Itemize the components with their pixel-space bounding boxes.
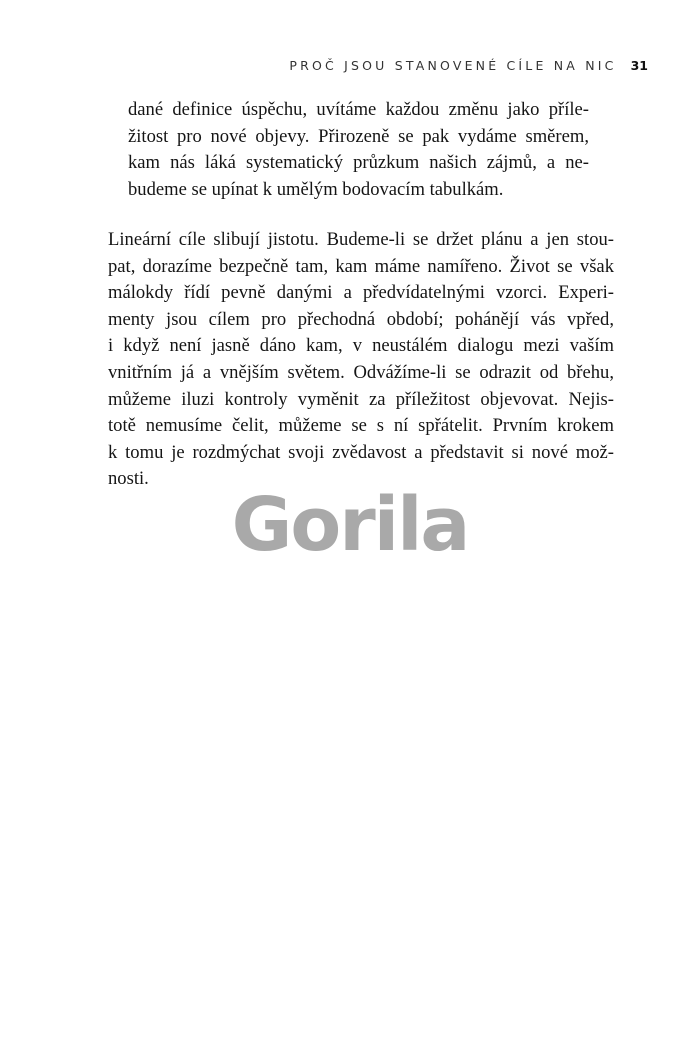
text-line: málokdy řídí pevně danými a předvídatelnými vzorci. Experi- bbox=[108, 282, 614, 304]
text-line: totě nemusíme čelit, můžeme se s ní spřátelit. Prvním krokem bbox=[108, 415, 614, 437]
text-line: nosti. bbox=[108, 468, 149, 490]
watermark-logo: Gorila bbox=[231, 482, 469, 568]
text-line: můžeme iluzi kontroly vyměnit za příležitost objevovat. Nejis- bbox=[108, 388, 614, 410]
text-line: k tomu je rozdmýchat svoji zvědavost a představit si nové mož- bbox=[108, 441, 614, 463]
text-line: žitost pro nové objevy. Přirozeně se pak vydáme směrem, bbox=[128, 125, 589, 147]
indented-paragraph bbox=[128, 97, 589, 203]
body-paragraph bbox=[108, 227, 614, 493]
text-line: menty jsou cílem pro přechodná období; pohánějí vás vpřed, bbox=[108, 308, 614, 330]
text-line: dané definice úspěchu, uvítáme každou změnu jako příle- bbox=[128, 99, 589, 120]
text-line: vnitřním já a vnějším světem. Odvážíme-li se odrazit od břehu, bbox=[108, 361, 614, 383]
running-head bbox=[0, 55, 648, 74]
running-title: PROČ JSOU STANOVENÉ CÍLE NA NIC bbox=[289, 58, 617, 73]
text-line: Lineární cíle slibují jistotu. Budeme-li se držet plánu a jen stou- bbox=[108, 229, 614, 250]
text-line: pat, dorazíme bezpečně tam, kam máme namířeno. Život se však bbox=[108, 255, 614, 277]
text-line: budeme se upínat k umělým bodovacím tabulkám. bbox=[128, 178, 504, 200]
text-line: i když není jasně dáno kam, v neustálém dialogu mezi vaším bbox=[108, 335, 614, 357]
page-number: 31 bbox=[630, 58, 648, 73]
text-line: kam nás láká systematický průzkum našich zájmů, a ne- bbox=[128, 152, 589, 174]
